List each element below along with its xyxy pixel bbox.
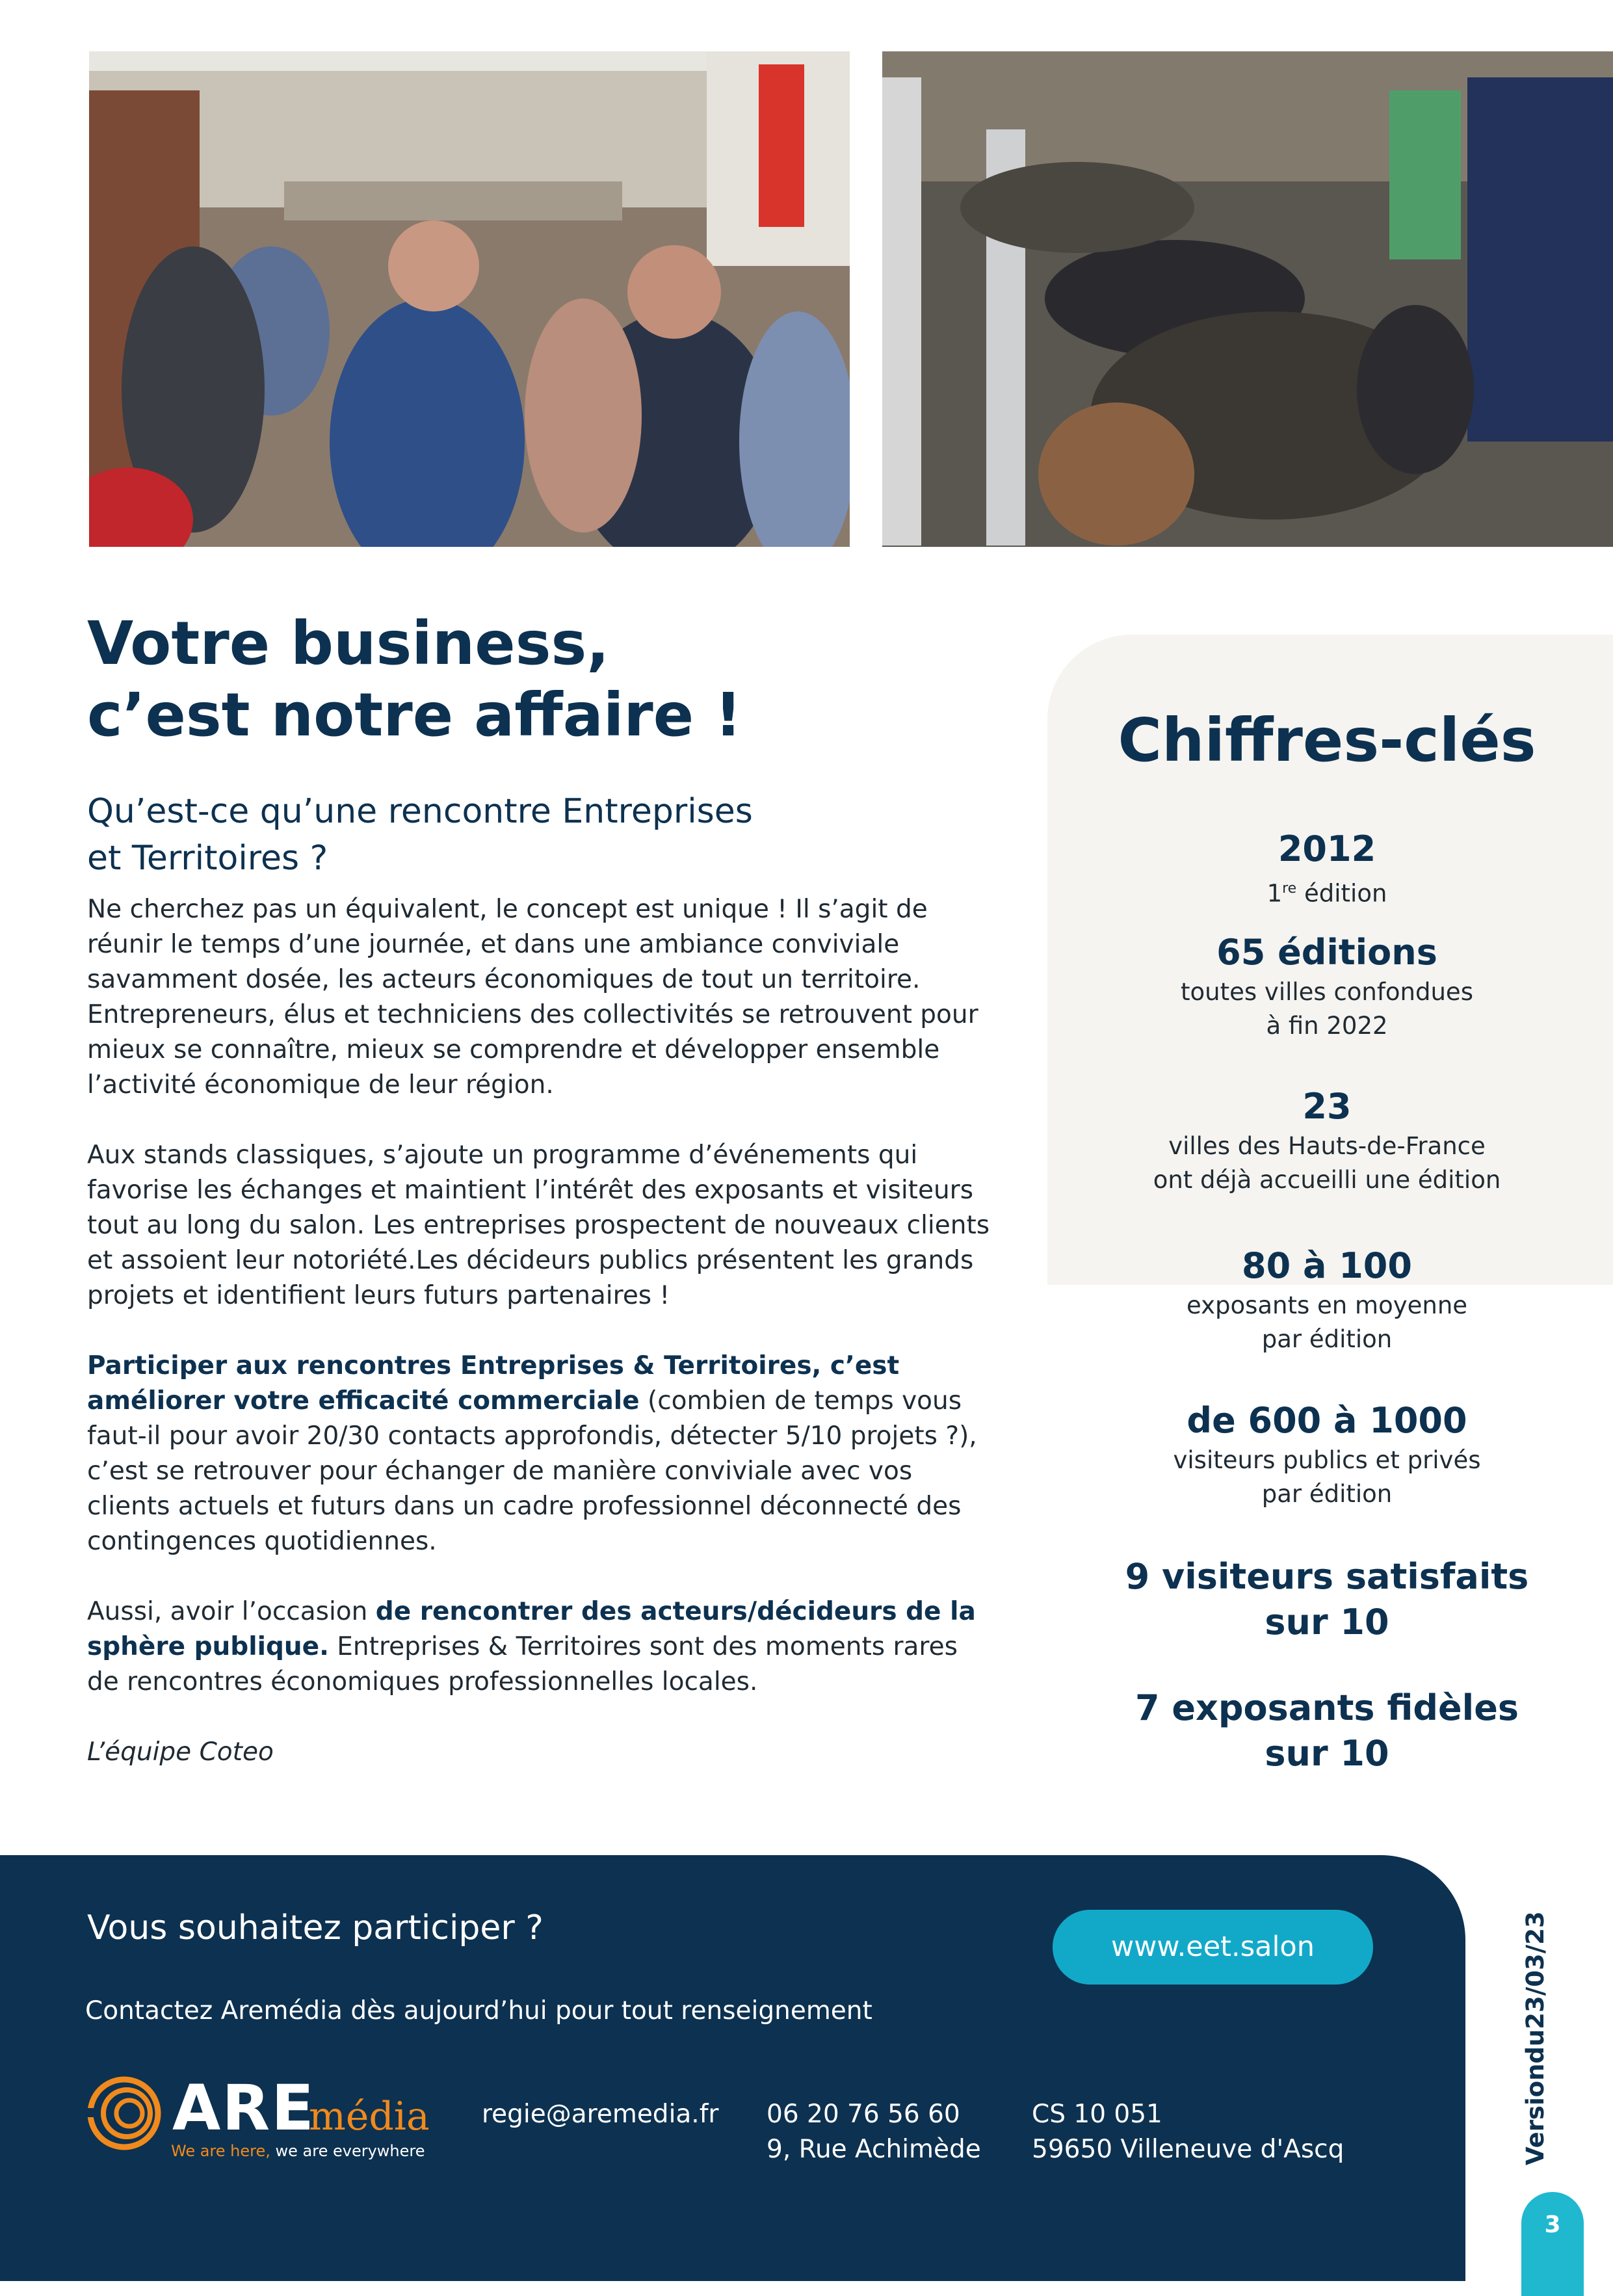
stat-first-edition: [1047, 826, 1606, 910]
paragraph-4-start: Aussi, avoir l’occasion: [87, 1597, 376, 1626]
stat-value: 80 à 100: [1242, 1245, 1412, 1286]
logo-wordmark: ARE: [172, 2072, 315, 2144]
contact-phone-address: [767, 2097, 981, 2167]
event-photo-crowd-left: [89, 51, 850, 547]
stat-desc-1: visiteurs publics et privés: [1173, 1446, 1481, 1474]
section-subtitle: [87, 788, 932, 882]
stat-value-2: sur 10: [1265, 1733, 1389, 1774]
contact-street: 9, Rue Achimède: [767, 2135, 981, 2164]
stat-exhibitors: [1047, 1243, 1606, 1356]
stat-desc-2: par édition: [1261, 1325, 1393, 1353]
subtitle-line-1: Qu’est-ce qu’une rencontre Entreprises: [87, 792, 753, 831]
aremedia-spiral-logo-icon: [86, 2074, 164, 2152]
cta-question: Vous souhaitez participer ?: [87, 1908, 544, 1947]
website-link-button[interactable]: www.eet.salon: [1053, 1910, 1373, 1985]
paragraph-3: [87, 1349, 991, 1559]
contact-invitation: Contactez Aremédia dès aujourd’hui pour tout renseignement: [85, 1996, 872, 2025]
aremedia-logo: [86, 2074, 438, 2165]
paragraph-2: Aux stands classiques, s’ajoute un programme d’événements qui favorise les échanges et maintient l’intérêt des exposants et visiteurs tout au long du salon. Les entreprises prospectent de nouveaux clients et assoient leur notoriété.Les décideurs publics présentent les grands projets et identifient leurs futurs partenaires !: [87, 1141, 990, 1310]
stat-desc-2: par édition: [1261, 1480, 1393, 1508]
stat-cities: [1047, 1084, 1606, 1197]
contact-city: 59650 Villeneuve d'Ascq: [1032, 2135, 1344, 2164]
version-label: Versiondu23/03/23: [1521, 1911, 1549, 2165]
stat-desc: 1re édition: [1266, 879, 1387, 908]
event-photo-crowd-right: [882, 51, 1613, 547]
page-number: 3: [1521, 2192, 1584, 2296]
stat-satisfied-visitors: [1047, 1554, 1606, 1645]
paragraph-3-rest: (combien de temps vous faut-il pour avoir 20/30 contacts approfondis, détecter 5/10 projets ?), c’est se retrouver pour échanger de manière conviviale avec vos clients actuels et futurs dans un cadre professionnel déconnecté des contingences quotidiennes.: [87, 1386, 977, 1556]
signature: L’équipe Coteo: [87, 1737, 274, 1767]
headline-line-1: Votre business,: [87, 609, 610, 678]
stat-loyal-exhibitors: [1047, 1685, 1606, 1776]
stat-value: 23: [1302, 1086, 1352, 1127]
key-figures-title: Chiffres-clés: [1118, 706, 1536, 775]
stat-value: de 600 à 1000: [1187, 1400, 1467, 1441]
paragraph-4-bold: de rencontrer des acteurs/décideurs de la sphère publique.: [87, 1597, 976, 1661]
stat-value-1: 7 exposants fidèles: [1135, 1687, 1519, 1728]
paragraph-4: [87, 1594, 991, 1700]
stat-editions: [1047, 930, 1606, 1043]
paragraph-3-bold: Participer aux rencontres Entreprises & Territoires, c’est améliorer votre efficacité commerciale: [87, 1351, 900, 1416]
stat-desc-2: ont déjà accueilli une édition: [1153, 1166, 1501, 1194]
paragraph-1: Ne cherchez pas un équivalent, le concept est unique ! Il s’agit de réunir le temps d’une journée, et dans une ambiance conviviale savamment dosée, les acteurs économiques de tout un territoire. Entrepreneurs, élus et techniciens des collectivités se retrouvent pour mieux se connaître, mieux se comprendre et développer ensemble l’activité économique de leur région.: [87, 895, 978, 1100]
logo-wordmark-media: média: [309, 2094, 430, 2139]
paragraph-4-rest: Entreprises & Territoires sont des moments rares de rencontres économiques professionnelles locales.: [87, 1632, 958, 1696]
stat-desc-2: à fin 2022: [1266, 1012, 1388, 1040]
contact-po-box: CS 10 051: [1032, 2100, 1162, 2129]
stat-value-2: sur 10: [1265, 1602, 1389, 1643]
logo-tagline: We are here, we are everywhere: [171, 2142, 425, 2160]
headline-line-2: c’est notre affaire !: [87, 680, 742, 750]
stat-desc-1: villes des Hauts-de-France: [1168, 1132, 1486, 1160]
stat-visitors: [1047, 1398, 1606, 1511]
subtitle-line-2: et Territoires ?: [87, 839, 328, 878]
stat-desc-1: toutes villes confondues: [1181, 978, 1473, 1006]
stat-value-1: 9 visiteurs satisfaits: [1125, 1556, 1529, 1597]
article-body: [87, 892, 991, 1805]
stat-value: 65 éditions: [1216, 932, 1437, 973]
stat-desc-1: exposants en moyenne: [1186, 1291, 1468, 1319]
contact-email[interactable]: regie@aremedia.fr: [482, 2100, 719, 2129]
contact-phone[interactable]: 06 20 76 56 60: [767, 2100, 960, 2129]
stat-value: 2012: [1278, 828, 1376, 869]
page-headline: [87, 608, 997, 751]
contact-postal: [1032, 2097, 1344, 2167]
